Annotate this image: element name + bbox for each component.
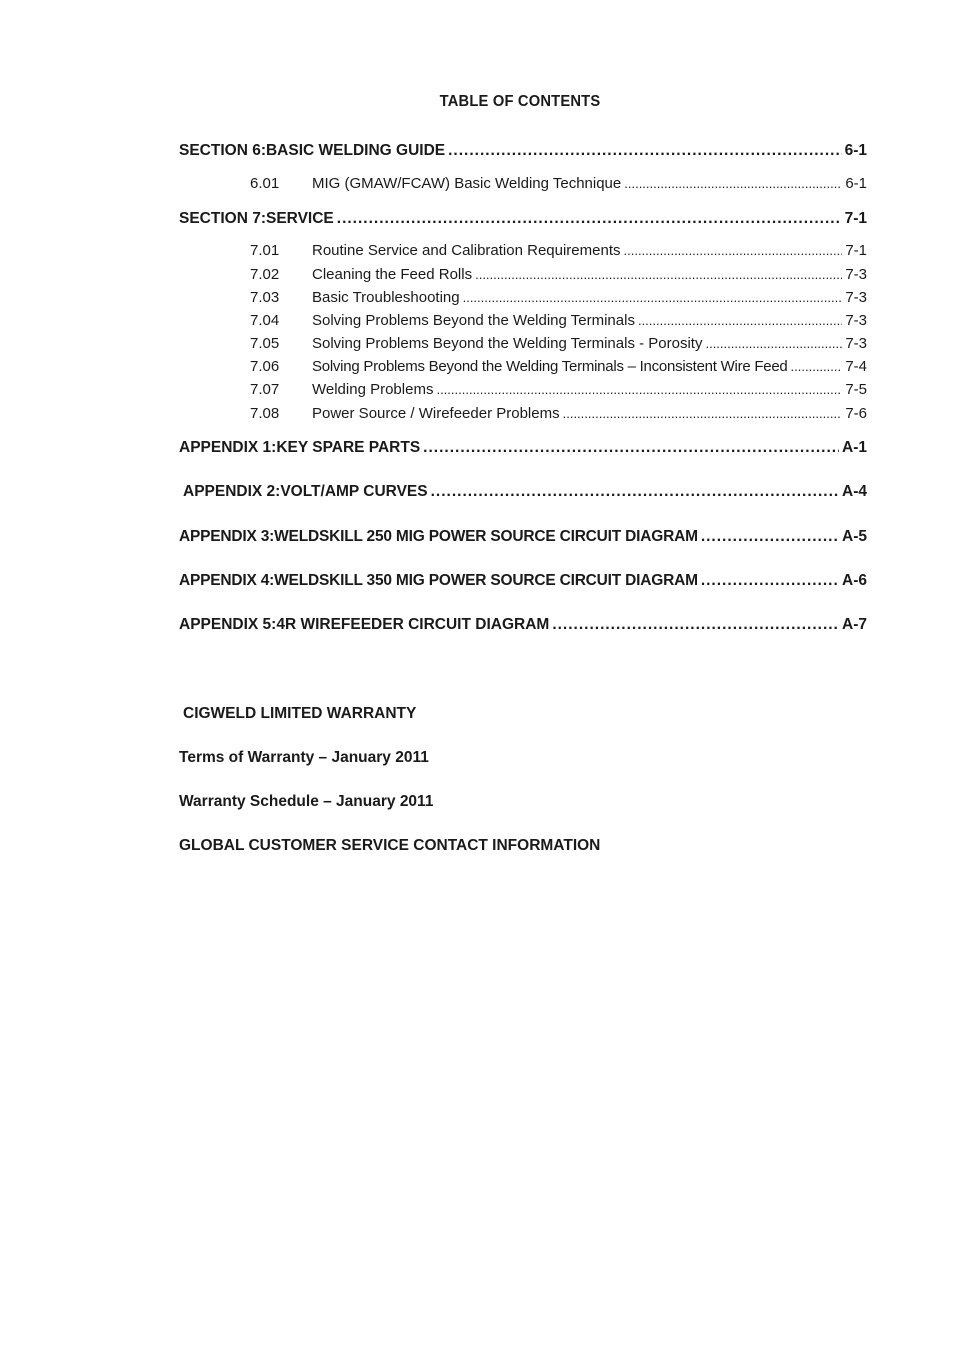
toc-entry-label: Solving Problems Beyond the Welding Terminals – Inconsistent Wire Feed — [312, 358, 788, 375]
leader-dots — [423, 439, 839, 457]
toc-entry-page: A-1 — [842, 439, 867, 456]
toc-entry-page: 6-1 — [845, 175, 867, 192]
leader-dots — [791, 359, 843, 374]
toc-entry-label: Routine Service and Calibration Requirements — [312, 242, 621, 259]
leader-dots — [463, 290, 843, 305]
toc-entry-label: APPENDIX 5:4R WIREFEEDER CIRCUIT DIAGRAM — [179, 616, 550, 633]
toc-entry-7-05[interactable] — [179, 335, 867, 352]
toc-entry-7-03[interactable] — [179, 289, 867, 306]
toc-entry-page: 7-5 — [845, 381, 867, 398]
toc-entry-appendix-4[interactable] — [179, 572, 867, 590]
toc-entry-page: 7-1 — [844, 210, 867, 227]
toc-entry-page: 7-3 — [845, 266, 867, 283]
leader-dots — [701, 528, 839, 546]
toc-entry-label: APPENDIX 3:WELDSKILL 250 MIG POWER SOURCE CIRCUIT DIAGRAM — [179, 528, 698, 545]
toc-entry-label: Basic Troubleshooting — [312, 289, 460, 306]
toc-entry-label: Power Source / Wirefeeder Problems — [312, 405, 560, 422]
leader-dots — [624, 243, 843, 258]
leader-dots — [448, 142, 841, 160]
leader-dots — [701, 572, 839, 590]
toc-entry-label: SECTION 6:BASIC WELDING GUIDE — [179, 142, 446, 159]
toc-entry-label: Cleaning the Feed Rolls — [312, 266, 473, 283]
toc-entry-number: 7.07 — [250, 381, 280, 398]
toc-entry-label: MIG (GMAW/FCAW) Basic Welding Technique — [312, 175, 622, 192]
toc-entry-7-07[interactable] — [179, 381, 867, 398]
terms-of-warranty[interactable]: Terms of Warranty – January 2011 — [179, 749, 429, 766]
toc-entry-number: 7.04 — [250, 312, 280, 329]
warranty-heading[interactable]: CIGWELD LIMITED WARRANTY — [183, 705, 417, 722]
toc-entry-appendix-2[interactable] — [179, 483, 867, 501]
toc-entry-number: 6.01 — [250, 175, 280, 192]
toc-entry-label: Welding Problems — [312, 381, 434, 398]
toc-entry-page: 7-3 — [845, 312, 867, 329]
toc-entry-page: 6-1 — [844, 142, 867, 159]
warranty-schedule[interactable]: Warranty Schedule – January 2011 — [179, 793, 434, 810]
page-title: TABLE OF CONTENTS — [439, 93, 601, 110]
leader-dots — [552, 616, 839, 634]
leader-dots — [638, 313, 842, 328]
toc-entry-page: 7-4 — [845, 358, 867, 375]
leader-dots — [431, 483, 839, 501]
toc-entry-7-08[interactable] — [179, 405, 867, 422]
toc-entry-page: 7-3 — [845, 289, 867, 306]
leader-dots — [337, 210, 842, 228]
toc-entry-number: 7.06 — [250, 358, 280, 375]
toc-entry-page: A-5 — [842, 528, 867, 545]
toc-entry-section-7[interactable] — [179, 210, 867, 228]
toc-entry-number: 7.01 — [250, 242, 280, 259]
toc-entry-number: 7.05 — [250, 335, 280, 352]
toc-entry-label: Solving Problems Beyond the Welding Terminals — [312, 312, 635, 329]
toc-entry-page: 7-1 — [845, 242, 867, 259]
toc-entry-number: 7.02 — [250, 266, 280, 283]
toc-entry-7-01[interactable] — [179, 242, 867, 259]
global-customer-service-contact[interactable]: GLOBAL CUSTOMER SERVICE CONTACT INFORMATION — [179, 837, 601, 854]
toc-entry-page: 7-3 — [845, 335, 867, 352]
toc-entry-appendix-5[interactable] — [179, 616, 867, 634]
toc-entry-appendix-3[interactable] — [179, 528, 867, 546]
toc-entry-page: A-4 — [842, 483, 867, 500]
toc-entry-label: Solving Problems Beyond the Welding Terminals - Porosity — [312, 335, 703, 352]
toc-entry-7-04[interactable] — [179, 312, 867, 329]
toc-entry-7-02[interactable] — [179, 266, 867, 283]
toc-entry-label: SECTION 7:SERVICE — [179, 210, 334, 227]
leader-dots — [436, 382, 842, 397]
toc-entry-section-6[interactable] — [179, 142, 867, 160]
toc-entry-label: APPENDIX 4:WELDSKILL 350 MIG POWER SOURCE CIRCUIT DIAGRAM — [179, 572, 698, 589]
leader-dots — [624, 176, 842, 191]
leader-dots — [563, 406, 843, 421]
toc-entry-page: A-6 — [842, 572, 867, 589]
toc-entry-6-01[interactable] — [179, 175, 867, 192]
leader-dots — [475, 267, 842, 282]
leader-dots — [705, 336, 842, 351]
toc-entry-label: APPENDIX 2:VOLT/AMP CURVES — [183, 483, 428, 500]
toc-entry-number: 7.03 — [250, 289, 280, 306]
toc-entry-page: 7-6 — [845, 405, 867, 422]
toc-entry-label: APPENDIX 1:KEY SPARE PARTS — [179, 439, 421, 456]
toc-entry-appendix-1[interactable] — [179, 439, 867, 457]
toc-entry-7-06[interactable] — [179, 358, 867, 375]
toc-entry-number: 7.08 — [250, 405, 280, 422]
toc-entry-page: A-7 — [842, 616, 867, 633]
